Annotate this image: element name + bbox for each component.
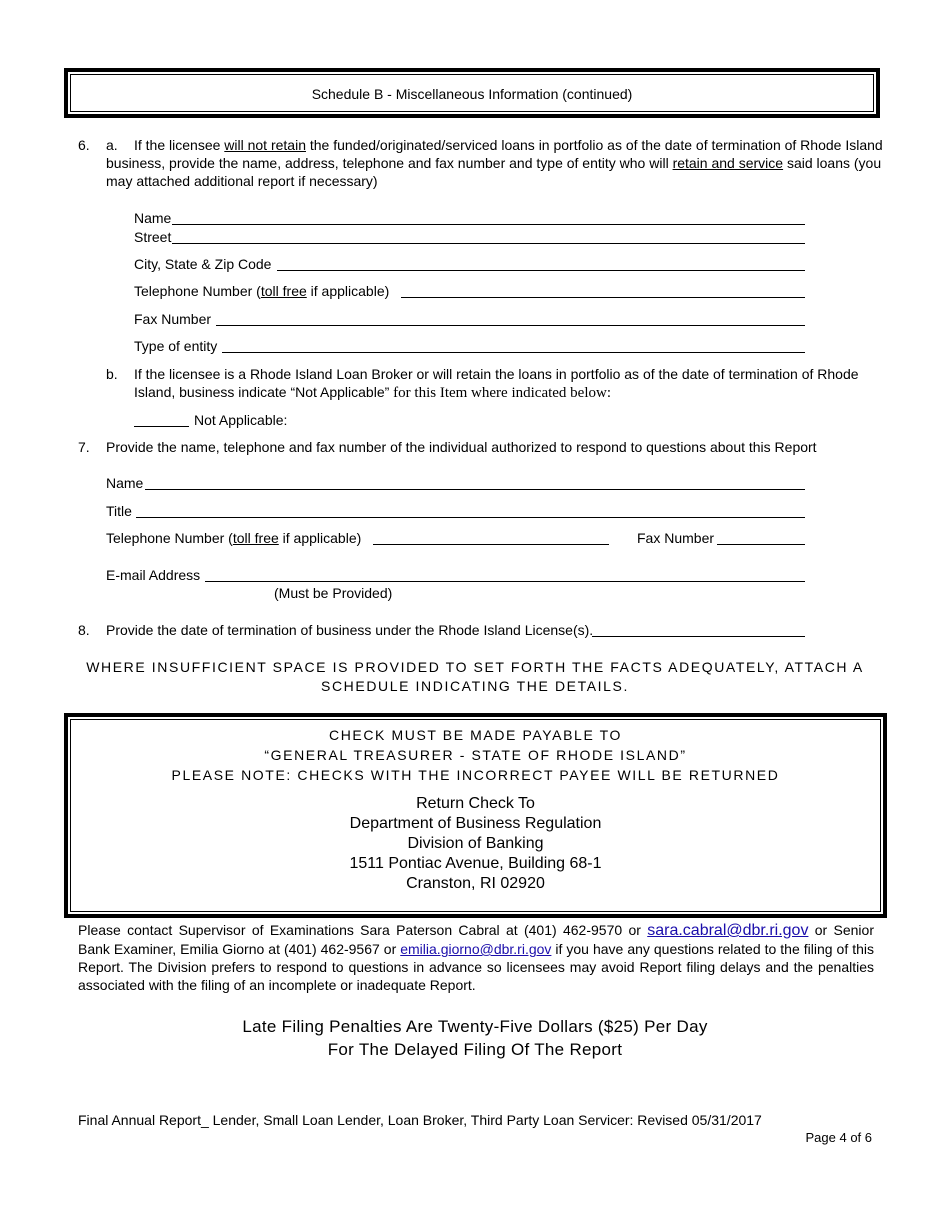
item8-text: Provide the date of termination of business under the Rhode Island License(s). <box>106 622 594 638</box>
field-street-line[interactable] <box>172 243 805 244</box>
field-entity-line[interactable] <box>222 352 805 353</box>
not-applicable-label: Not Applicable: <box>194 412 288 428</box>
item7-name-label: Name <box>106 475 144 491</box>
item7-phone-label: Telephone Number (toll free if applicable) <box>106 530 362 546</box>
item7-email-label: E-mail Address <box>106 567 201 583</box>
email-link-sara[interactable]: sara.cabral@dbr.ri.gov <box>647 922 809 939</box>
not-applicable-line[interactable] <box>134 426 189 427</box>
item7-must-provided: (Must be Provided) <box>274 585 393 601</box>
check-city: Cranston, RI 02920 <box>406 875 545 892</box>
insufficient-line1: WHERE INSUFFICIENT SPACE IS PROVIDED TO SET FORTH THE FACTS ADEQUATELY, ATTACH A <box>86 659 864 675</box>
field-name-line[interactable] <box>172 224 805 225</box>
item6-number: 6. <box>78 137 90 153</box>
field-entity-label: Type of entity <box>134 338 218 354</box>
insufficient-line2: SCHEDULE INDICATING THE DETAILS. <box>321 678 629 694</box>
penalty-line1: Late Filing Penalties Are Twenty-Five Dollars ($25) Per Day <box>242 1017 708 1036</box>
contact-paragraph: Please contact Supervisor of Examinations Sara Paterson Cabral at (401) 462-9570 or sara.cabral@dbr.ri.gov or Senior Bank Examiner, Emilia Giorno at (401) 462-9567 or emilia.giorno@dbr.ri.gov if you have any questions related to the filing of this Report. The Division prefers to respond to questions in advance so licensees may avoid Report filing delays and the penalties associated with the filing of an incomplete or inadequate Report. <box>78 922 874 993</box>
item7-number: 7. <box>78 439 90 455</box>
item6-a-line1: If the licensee will not retain the funded/originated/serviced loans in portfolio as of the date of termination of Rhode Island <box>134 137 883 153</box>
item7-title-line[interactable] <box>136 517 805 518</box>
item7-fax-label: Fax Number <box>637 530 715 546</box>
check-line1: CHECK MUST BE MADE PAYABLE TO <box>328 727 623 743</box>
field-fax-line[interactable] <box>216 325 805 326</box>
penalty-line2: For The Delayed Filing Of The Report <box>327 1040 623 1059</box>
check-payable-box <box>64 713 887 918</box>
field-name-label: Name <box>134 210 172 226</box>
header-box <box>64 68 880 118</box>
item7-phone-line[interactable] <box>373 544 609 545</box>
check-division: Division of Banking <box>407 835 544 852</box>
field-city-label: City, State & Zip Code <box>134 256 272 272</box>
item7-email-line[interactable] <box>205 581 805 582</box>
email-link-emilia[interactable]: emilia.giorno@dbr.ri.gov <box>400 941 552 957</box>
check-line2: “GENERAL TREASURER - STATE OF RHODE ISLAND” <box>264 747 687 763</box>
item7-name-line[interactable] <box>145 489 805 490</box>
field-fax-label: Fax Number <box>134 311 212 327</box>
check-return-to: Return Check To <box>416 795 535 812</box>
item6-b-letter: b. <box>106 366 118 382</box>
footer-page-number: Page 4 of 6 <box>805 1130 872 1145</box>
item8-date-line[interactable] <box>592 636 805 637</box>
item6-b-line1: If the licensee is a Rhode Island Loan Broker or will retain the loans in portfolio as of the date of termination of Rhode <box>134 366 859 382</box>
item6-b-line2: Island, business indicate “Not Applicable” for this Item where indicated below: <box>134 384 612 401</box>
item6-a-letter: a. <box>106 137 118 153</box>
field-phone-line[interactable] <box>401 297 805 298</box>
header-title: Schedule B - Miscellaneous Information (continued) <box>70 74 874 112</box>
item7-text: Provide the name, telephone and fax number of the individual authorized to respond to questions about this Report <box>106 439 817 455</box>
item7-title-label: Title <box>106 503 132 519</box>
item6-a-line2: business, provide the name, address, telephone and fax number and type of entity who will retain and service said loans (you <box>106 155 882 171</box>
item7-fax-line[interactable] <box>717 544 805 545</box>
check-inner-border <box>70 719 881 912</box>
field-phone-label: Telephone Number (toll free if applicable) <box>134 283 390 299</box>
check-street: 1511 Pontiac Avenue, Building 68-1 <box>349 855 602 872</box>
footer-revision: Final Annual Report_ Lender, Small Loan Lender, Loan Broker, Third Party Loan Servicer: Revised 05/31/2017 <box>78 1112 762 1128</box>
item6-a-line3: may attached additional report if necessary) <box>106 173 378 189</box>
item8-number: 8. <box>78 622 90 638</box>
field-street-label: Street <box>134 229 172 245</box>
check-department: Department of Business Regulation <box>349 815 602 832</box>
check-line3: PLEASE NOTE: CHECKS WITH THE INCORRECT PAYEE WILL BE RETURNED <box>171 767 780 783</box>
field-city-line[interactable] <box>277 270 805 271</box>
